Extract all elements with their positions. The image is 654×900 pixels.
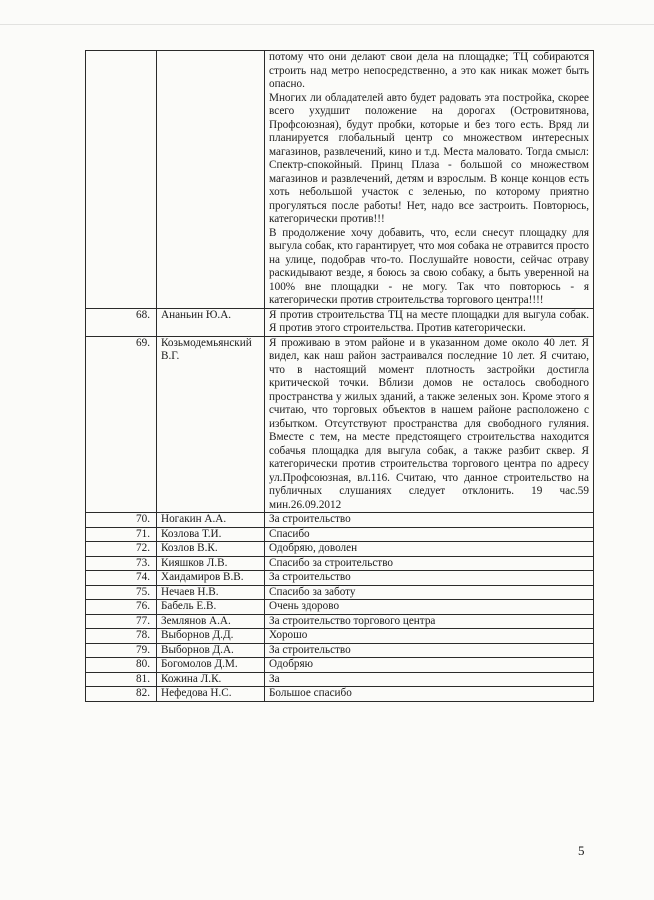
comment-paragraph: потому что они делают свои дела на площадке; ТЦ собираются строить над метро непосредственно, а это как никак может быть опасно. bbox=[269, 51, 589, 90]
participant-name: Бабель Е.В. bbox=[157, 600, 265, 615]
comment-paragraph: За bbox=[269, 672, 280, 685]
row-number: 76. bbox=[86, 600, 157, 615]
comment-paragraph: Я против строительства ТЦ на месте площадки для выгула собак. Я против этого строительства. Против категорически. bbox=[269, 308, 589, 334]
table-row bbox=[86, 629, 594, 644]
participant-name: Выборнов Д.А. bbox=[157, 643, 265, 658]
table-row bbox=[86, 527, 594, 542]
table-row bbox=[86, 600, 594, 615]
participant-name: Козлов В.К. bbox=[157, 542, 265, 557]
comment-paragraph: Очень здорово bbox=[269, 600, 340, 612]
table-row bbox=[86, 336, 594, 513]
comment-cell bbox=[265, 513, 594, 528]
comment-paragraph: Большое спасибо bbox=[269, 687, 352, 699]
participant-name: Выборнов Д.Д. bbox=[157, 629, 265, 644]
comment-paragraph: Одобряю, доволен bbox=[269, 542, 358, 554]
row-number: 78. bbox=[86, 629, 157, 644]
row-number: 73. bbox=[86, 556, 157, 571]
participant-name: Кияшков Л.В. bbox=[157, 556, 265, 571]
comment-paragraph: Спасибо bbox=[269, 527, 310, 540]
comments-table bbox=[85, 50, 594, 702]
participant-name: Нефедова Н.С. bbox=[157, 687, 265, 702]
page-number: 5 bbox=[578, 843, 585, 858]
comment-cell bbox=[265, 571, 594, 586]
comment-cell bbox=[265, 51, 594, 309]
comment-paragraph: Спасибо за заботу bbox=[269, 585, 356, 598]
table-row bbox=[86, 672, 594, 687]
comment-cell bbox=[265, 336, 594, 513]
row-number: 70. bbox=[86, 513, 157, 528]
comment-cell bbox=[265, 527, 594, 542]
comment-cell bbox=[265, 643, 594, 658]
row-number: 72. bbox=[86, 542, 157, 557]
participant-name: Ананьин Ю.А. bbox=[157, 308, 265, 336]
comments-table-body bbox=[86, 51, 594, 702]
table-row bbox=[86, 513, 594, 528]
comment-paragraph: За строительство bbox=[269, 643, 351, 656]
table-row bbox=[86, 585, 594, 600]
participant-name bbox=[157, 51, 265, 309]
comment-paragraph: В продолжение хочу добавить, что, если снесут площадку для выгула собак, кто гарантирует, что моя собака не отравится просто на улице, подобрав что-то. Послушайте новости, сейчас отраву раскидывают везде, я боюсь за свою собаку, а быть уверенной на 100% вне площадки - не могу. Так что повторюсь - я категорически против строительства торгового центра!!!! bbox=[269, 226, 589, 306]
table-row bbox=[86, 658, 594, 673]
comment-cell bbox=[265, 556, 594, 571]
comment-cell bbox=[265, 600, 594, 615]
row-number: 69. bbox=[86, 336, 157, 513]
comment-cell bbox=[265, 629, 594, 644]
table-row bbox=[86, 614, 594, 629]
participant-name: Хаидамиров В.В. bbox=[157, 571, 265, 586]
row-number: 68. bbox=[86, 308, 157, 336]
comment-cell bbox=[265, 614, 594, 629]
participant-name: Козлова Т.И. bbox=[157, 527, 265, 542]
comment-cell bbox=[265, 658, 594, 673]
comment-cell bbox=[265, 687, 594, 702]
participant-name: Нечаев Н.В. bbox=[157, 585, 265, 600]
table-row bbox=[86, 556, 594, 571]
comment-paragraph: Хорошо bbox=[269, 629, 308, 641]
row-number: 75. bbox=[86, 585, 157, 600]
table-row bbox=[86, 643, 594, 658]
comment-cell bbox=[265, 542, 594, 557]
table-row bbox=[86, 308, 594, 336]
participant-name: Землянов А.А. bbox=[157, 614, 265, 629]
table-row bbox=[86, 51, 594, 309]
row-number bbox=[86, 51, 157, 309]
table-row bbox=[86, 542, 594, 557]
scan-edge-line bbox=[0, 24, 654, 25]
participant-name: Кожина Л.К. bbox=[157, 672, 265, 687]
row-number: 80. bbox=[86, 658, 157, 673]
comment-paragraph: За строительство bbox=[269, 513, 351, 525]
comment-paragraph: За строительство торгового центра bbox=[269, 614, 436, 627]
table-row bbox=[86, 687, 594, 702]
row-number: 71. bbox=[86, 527, 157, 542]
row-number: 77. bbox=[86, 614, 157, 629]
table-row bbox=[86, 571, 594, 586]
row-number: 82. bbox=[86, 687, 157, 702]
row-number: 81. bbox=[86, 672, 157, 687]
comment-cell bbox=[265, 308, 594, 336]
row-number: 79. bbox=[86, 643, 157, 658]
comment-cell bbox=[265, 585, 594, 600]
comment-paragraph: Я проживаю в этом районе и в указанном доме около 40 лет. Я видел, как наш район застраивался последние 10 лет. Я считаю, что в настоящий момент плотность застройки достигла критической точки. Вблизи домов не осталось свободного пространства у жилых зданий, а также зеленых зон. Кроме этого я считаю, что торговых объектов в нашем районе расположено с избытком. Отсутствуют пространства для свободного гуляния. Вместе с тем, на месте предстоящего строительства находится собачья площадка для выгула собак, а также разбит сквер. Я категорически против строительства торгового центра по адресу ул.Профсоюзная, вл.116. Считаю, что данное строительство на публичных слушаниях следует отклонить. 19 час.59 мин.26.09.2012 bbox=[269, 336, 589, 511]
comment-cell bbox=[265, 672, 594, 687]
row-number: 74. bbox=[86, 571, 157, 586]
participant-name: Ногакин А.А. bbox=[157, 513, 265, 528]
participant-name: Козьмодемьянский В.Г. bbox=[157, 336, 265, 513]
comment-paragraph: Многих ли обладателей авто будет радовать эта постройка, скорее всего ухудшит положение на дорогах (Островитянова, Профсоюзная), будут пробки, которые и без того есть. Вряд ли планируется глобальный центр со множеством интересных магазинов, развлечений, кино и т.д. Места маловато. Тогда смысл: Спектр-спокойный. Принц Плаза - большой со множеством магазинов и развлечений, детям и взрослым. В конце концов есть хоть небольшой участок с зеленью, по которому приятно прогуляться после работы! Нет, надо все застроить. Повторюсь, категорически против!!! bbox=[269, 91, 589, 225]
comment-paragraph: Одобряю bbox=[269, 658, 314, 670]
comment-paragraph: За строительство bbox=[269, 571, 351, 583]
comment-paragraph: Спасибо за строительство bbox=[269, 556, 393, 569]
participant-name: Богомолов Д.М. bbox=[157, 658, 265, 673]
